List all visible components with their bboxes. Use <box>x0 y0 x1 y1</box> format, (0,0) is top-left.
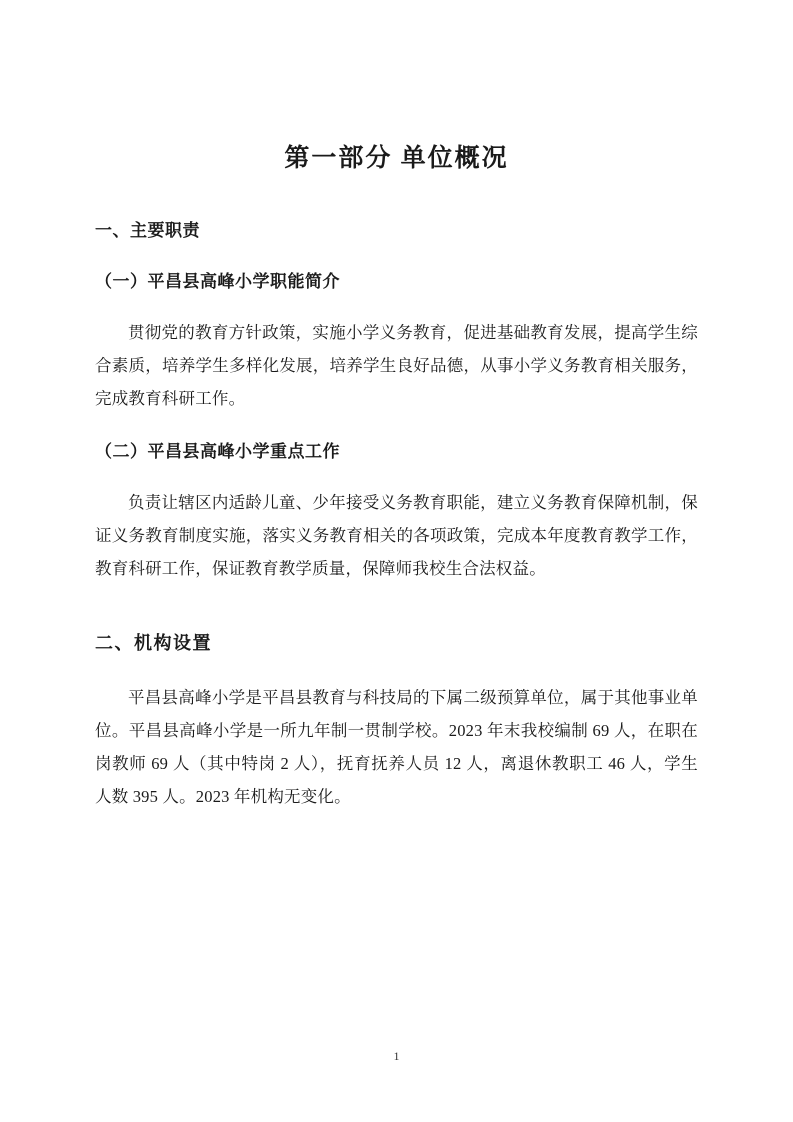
subsection-heading-key-work: （二）平昌县高峰小学重点工作 <box>95 442 340 461</box>
subsection-heading-function-intro: （一）平昌县高峰小学职能简介 <box>95 272 340 291</box>
paragraph-key-work: 负责让辖区内适龄儿童、少年接受义务教育职能，建立义务教育保障机制，保证义务教育制度实施，落实义务教育相关的各项政策，完成本年度教育教学工作，教育科研工作，保证教育教学质量，保障师我校生合法权益。 <box>95 493 698 578</box>
section-heading-organization: 二、机构设置 <box>95 633 212 653</box>
section-heading-main-duties: 一、主要职责 <box>95 221 200 240</box>
page-title: 第一部分 单位概况 <box>284 145 509 172</box>
paragraph-function-intro: 贯彻党的教育方针政策，实施小学义务教育，促进基础教育发展，提高学生综合素质，培养学生多样化发展，培养学生良好品德，从事小学义务教育相关服务，完成教育科研工作。 <box>95 323 698 408</box>
paragraph-organization: 平昌县高峰小学是平昌县教育与科技局的下属二级预算单位，属于其他事业单位。平昌县高峰小学是一所九年制一贯制学校。2023 年末我校编制 69 人，在职在岗教师 69 人（其中特岗 2 人），抚育抚养人员 12 人，离退休教职工 46 人，学生人数 395 人。2023 年机构无变化。 <box>95 688 698 806</box>
page-number: 1 <box>393 1049 400 1063</box>
